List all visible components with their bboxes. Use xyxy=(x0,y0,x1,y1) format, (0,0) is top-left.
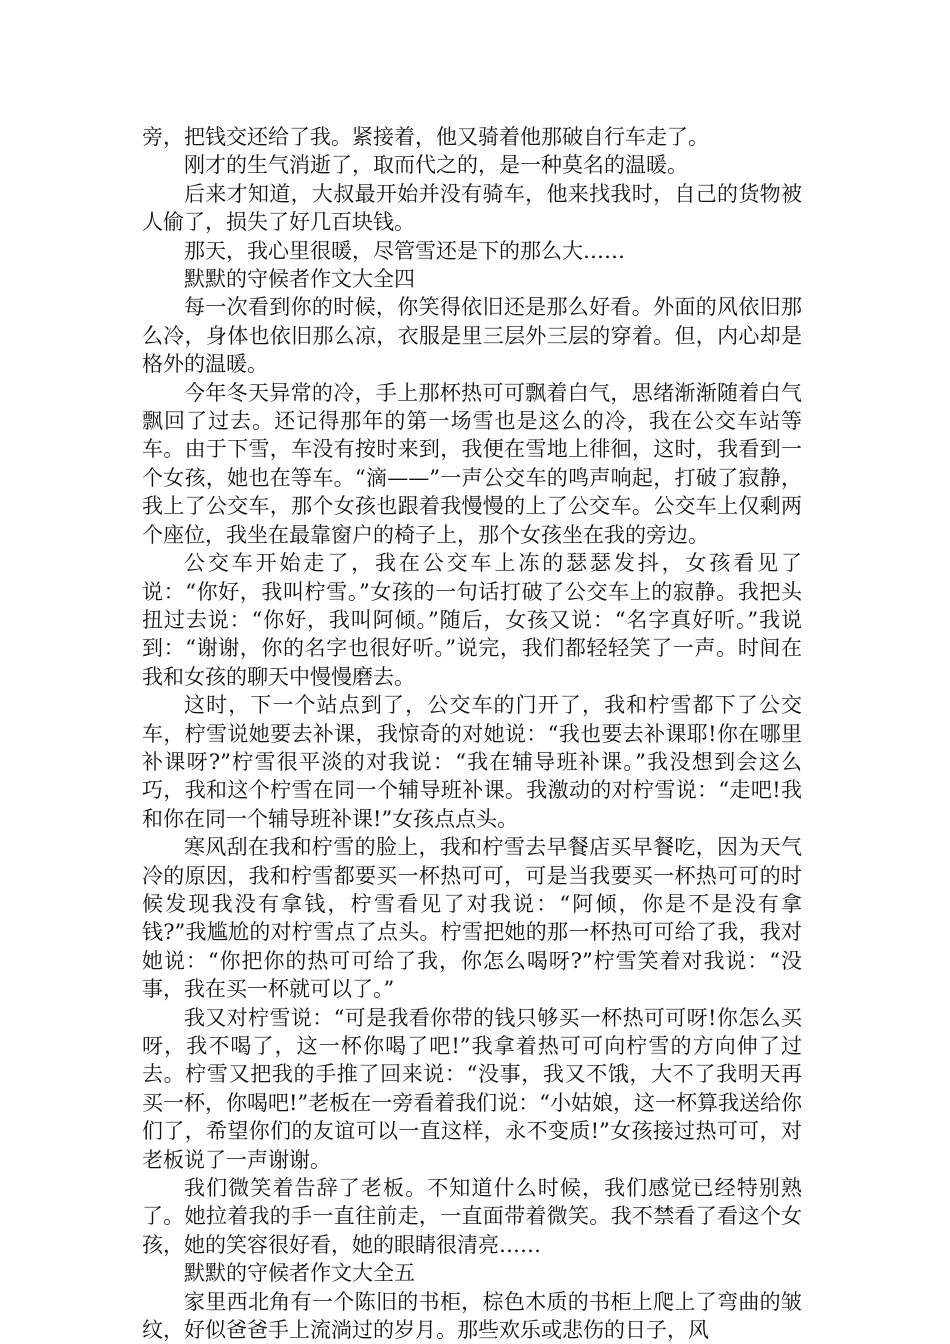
paragraph: 公交车开始走了，我在公交车上冻的瑟瑟发抖，女孩看见了说：“你好，我叫柠雪。”女孩的一句话打破了公交车上的寂静。我把头扭过去说：“你好，我叫阿倾。”随后，女孩又说：“名字真好听。”我说到：“谢谢，你的名字也很好听。”说完，我们都轻轻笑了一声。时间在我和女孩的聊天中慢慢磨去。 xyxy=(142,551,802,689)
paragraph: 每一次看到你的时候，你笑得依旧还是那么好看。外面的风依旧那么冷，身体也依旧那么凉，衣服是里三层外三层的穿着。但，内心却是格外的温暖。 xyxy=(142,295,802,377)
paragraph: 这时，下一个站点到了，公交车的门开了，我和柠雪都下了公交车，柠雪说她要去补课，我惊奇的对她说：“我也要去补课耶!你在哪里补课呀?”柠雪很平淡的对我说：“我在辅导班补课。”我没想到会这么巧，我和这个柠雪在同一个辅导班补课。我激动的对柠雪说：“走吧!我和你在同一个辅导班补课!”女孩点点头。 xyxy=(142,693,802,831)
paragraph: 寒风刮在我和柠雪的脸上，我和柠雪去早餐店买早餐吃，因为天气冷的原因，我和柠雪都要买一杯热可可，可是当我要买一杯热可可的时候发现我没有拿钱，柠雪看见了对我说：“阿倾，你是不是没有拿钱?”我尴尬的对柠雪点了点头。柠雪把她的那一杯热可可给了我，我对她说：“你把你的热可可给了我，你怎么喝呀?”柠雪笑着对我说：“没事，我在买一杯就可以了。” xyxy=(142,835,802,1002)
paragraph-continuation: 旁，把钱交还给了我。紧接着，他又骑着他那破自行车走了。 xyxy=(142,125,709,149)
paragraph: 后来才知道，大叔最开始并没有骑车，他来找我时，自己的货物被人偷了，损失了好几百块钱。 xyxy=(142,181,802,235)
essay-text xyxy=(142,123,802,1344)
section-heading-five: 默默的守候者作文大全五 xyxy=(184,1261,415,1286)
paragraph: 我们微笑着告辞了老板。不知道什么时候，我们感觉已经特别熟了。她拉着我的手一直往前走，一直面带着微笑。我不禁看了看这个女孩，她的笑容很好看，她的眼睛很清亮…… xyxy=(142,1176,802,1257)
paragraph: 刚才的生气消逝了，取而代之的，是一种莫名的温暖。 xyxy=(184,153,688,178)
paragraph: 家里西北角有一个陈旧的书柜，棕色木质的书柜上爬上了弯曲的皱纹，好似爸爸手上流淌过的岁月。那些欢乐或悲伤的日子，风 xyxy=(142,1289,802,1343)
paragraph: 那天，我心里很暖，尽管雪还是下的那么大…… xyxy=(184,238,625,263)
paragraph: 今年冬天异常的冷，手上那杯热可可飘着白气，思绪渐渐随着白气飘回了过去。还记得那年的第一场雪也是这么的冷，我在公交车站等车。由于下雪，车没有按时来到，我便在雪地上徘徊，这时，我看到一个女孩，她也在等车。“滴——”一声公交车的鸣声响起，打破了寂静，我上了公交车，那个女孩也跟着我慢慢的上了公交车。公交车上仅剩两个座位，我坐在最靠窗户的椅子上，那个女孩坐在我的旁边。 xyxy=(142,380,802,547)
section-heading-four: 默默的守候者作文大全四 xyxy=(184,267,415,292)
paragraph: 我又对柠雪说：“可是我看你带的钱只够买一杯热可可呀!你怎么买呀，我不喝了，这一杯你喝了吧!”我拿着热可可向柠雪的方向伸了过去。柠雪又把我的手推了回来说：“没事，我又不饿，大不了我明天再买一杯，你喝吧!”老板在一旁看着我们说：“小姑娘，这一杯算我送给你们了，希望你们的友谊可以一直这样，永不变质!”女孩接过热可可，对老板说了一声谢谢。 xyxy=(142,1005,802,1172)
